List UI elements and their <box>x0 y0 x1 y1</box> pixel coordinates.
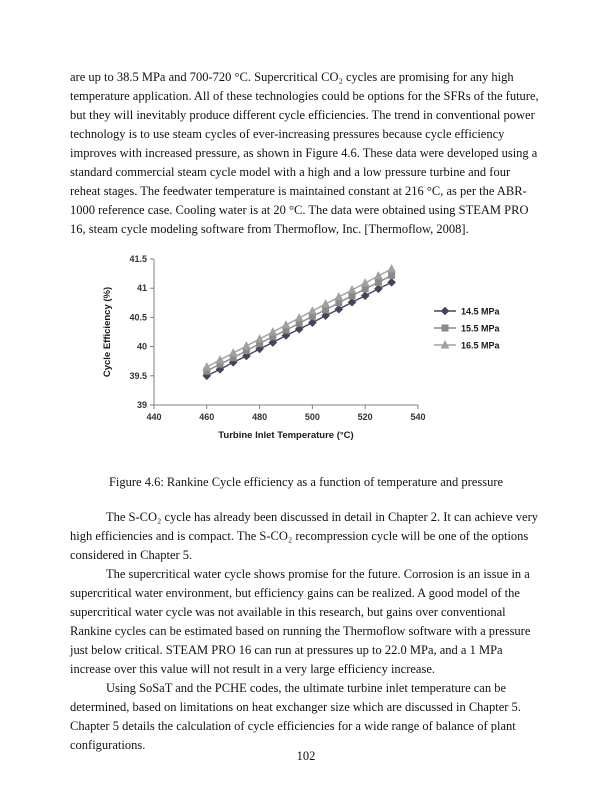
svg-text:500: 500 <box>304 412 320 422</box>
paragraph-sosat: Using SoSaT and the PCHE codes, the ultimate turbine inlet temperature can be determined, based on limitations on heat exchanger size which are discussed in Chapter 5. Chapter 5 details the calculation of cycle efficiencies for a wide range of balance of plant configurations. <box>70 681 521 752</box>
svg-text:40.5: 40.5 <box>129 312 147 323</box>
svg-text:41: 41 <box>136 283 147 294</box>
figure-4-6 <box>96 249 516 463</box>
svg-text:14.5 MPa: 14.5 MPa <box>461 306 500 317</box>
svg-text:460: 460 <box>199 412 215 422</box>
page-number: 102 <box>296 749 316 763</box>
svg-text:Cycle Efficiency (%): Cycle Efficiency (%) <box>102 286 113 378</box>
svg-text:440: 440 <box>146 412 162 422</box>
svg-text:480: 480 <box>252 412 268 422</box>
cycle-efficiency-chart <box>96 249 516 457</box>
paragraph-sco2: The S-CO₂ cycle has already been discussed in detail in Chapter 2. It can achieve very high efficiencies and is compact. The S-CO₂ recompression cycle will be one of the options considered in Chapter 5. <box>70 510 538 562</box>
svg-text:39.5: 39.5 <box>129 370 147 381</box>
paragraph-supercritical-water: The supercritical water cycle shows promise for the future. Corrosion is an issue in a supercritical water environment, but efficiency gains can be realized. A good model of the supercritical water cycle was not available in this research, but gains over conventional Rankine cycles can be estimated based on running the Thermoflow software with a pressure just below critical. STEAM PRO 16 can run at pressures up to 22.0 MPa, and a 1 MPa increase over this value will not result in a very large efficiency increase. <box>70 567 531 676</box>
svg-text:40: 40 <box>136 341 147 352</box>
svg-text:520: 520 <box>357 412 373 422</box>
svg-text:16.5 MPa: 16.5 MPa <box>461 340 500 351</box>
svg-text:39: 39 <box>136 400 147 410</box>
paragraph-intro: are up to 38.5 MPa and 700-720 °C. Supercritical CO₂ cycles are promising for any high temperature application. All of these technologies could be options for the SFRs of the future, but they will inevitably produce different cycle efficiencies. The trend in conventional power technology is to use steam cycles of ever-increasing pressures because cycle efficiency improves with increased pressure, as shown in Figure 4.6. These data were developed using a standard commercial steam cycle model with a high and a low pressure turbine and four reheat stages. The feedwater temperature is maintained constant at 216 °C, as per the ABR-1000 reference case. Cooling water is at 20 °C. The data were obtained using STEAM PRO 16, steam cycle modeling software from Thermoflow, Inc. [Thermoflow, 2008]. <box>70 70 539 236</box>
svg-text:540: 540 <box>410 412 426 422</box>
svg-text:Turbine Inlet Temperature (°C): Turbine Inlet Temperature (°C) <box>218 430 354 441</box>
svg-text:41.5: 41.5 <box>129 254 147 264</box>
figure-caption: Figure 4.6: Rankine Cycle efficiency as a function of temperature and pressure <box>108 475 504 489</box>
svg-text:15.5 MPa: 15.5 MPa <box>461 323 500 334</box>
